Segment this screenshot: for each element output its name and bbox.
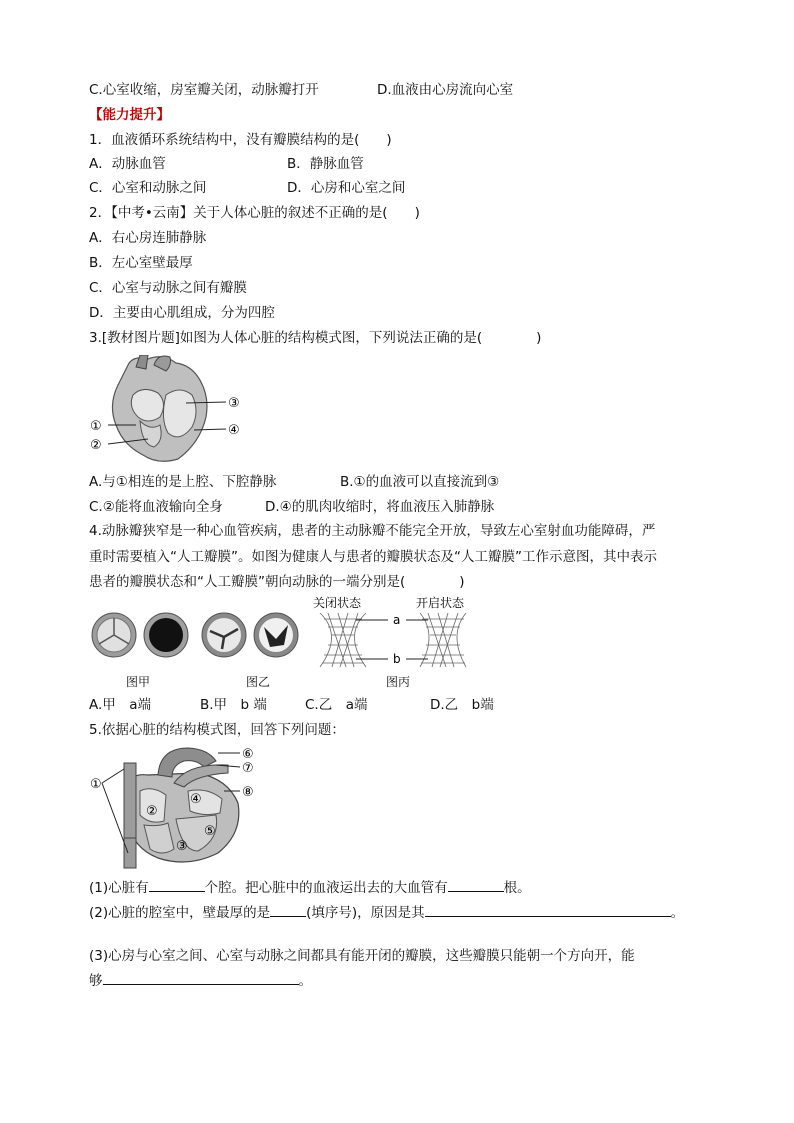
label-1: ①	[90, 419, 102, 434]
option-b: B.①的血液可以直接流到③	[340, 474, 500, 490]
option-d: D．主要由心肌组成，分为四腔	[89, 305, 275, 321]
answer-blank[interactable]	[448, 877, 504, 892]
answer-blank[interactable]	[103, 970, 299, 985]
question-3: 3.[教材图片题]如图为人体心脏的结构模式图，下列说法正确的是( )	[89, 330, 542, 346]
option-line: D.血液由心房流向心室	[377, 82, 514, 98]
caption-jia: 图甲	[126, 675, 151, 689]
option-c: C.乙 a端	[305, 697, 368, 713]
option-d: D．心房和心室之间	[287, 180, 406, 196]
question-2: 2．【中考•云南】关于人体心脏的叙述不正确的是( )	[89, 205, 420, 221]
label-5: ⑤	[204, 824, 216, 839]
answer-blank[interactable]	[149, 877, 205, 892]
label-6: ⑥	[242, 747, 254, 762]
valve-patient-closed	[202, 613, 246, 657]
option-d: D.④的肌肉收缩时，将血液压入肺静脉	[265, 499, 495, 515]
option-line: C.心室收缩，房室瓣关闭，动脉瓣打开	[89, 82, 319, 98]
heart-diagram-q5	[88, 743, 268, 873]
answer-blank[interactable]	[270, 902, 306, 917]
option-d: D.乙 b端	[430, 697, 494, 713]
section-heading: 【能力提升】	[89, 107, 170, 123]
label-7: ⑦	[242, 761, 254, 776]
label-4: ④	[228, 423, 240, 438]
valve-healthy-closed	[92, 613, 136, 657]
open-label: 开启状态	[416, 596, 465, 610]
label-1: ①	[90, 777, 102, 792]
heart-diagram-q3	[88, 355, 258, 467]
subquestion-2: (2)心脏的腔室中，壁最厚的是 (填序号)，原因是其 。	[89, 902, 684, 923]
label-3: ③	[176, 839, 188, 854]
label-4: ④	[190, 792, 202, 807]
question-4-line2: 重时需要植入“人工瓣膜”。如图为健康人与患者的瓣膜状态及“人工瓣膜”工作示意图，其中表示	[89, 549, 657, 565]
option-a: A．右心房连肺静脉	[89, 230, 207, 246]
option-c: C．心室和动脉之间	[89, 180, 207, 196]
option-c: C．心室与动脉之间有瓣膜	[89, 280, 247, 296]
question-4-line1: 4.动脉瓣狭窄是一种心血管疾病，患者的主动脉瓣不能完全开放，导致左心室射血功能障碍，严	[89, 523, 656, 539]
option-b: B．左心室壁最厚	[89, 255, 193, 271]
question-5: 5.依据心脏的结构模式图，回答下列问题：	[89, 722, 345, 738]
subquestion-3-line2: 够 。	[89, 970, 312, 991]
valve-patient-open	[254, 613, 298, 657]
label-8: ⑧	[242, 785, 254, 800]
caption-yi: 图乙	[246, 675, 271, 689]
valve-healthy-open	[144, 613, 188, 657]
option-c: C.②能将血液输向全身	[89, 499, 223, 515]
answer-blank[interactable]	[425, 902, 671, 917]
end-b-label: b	[393, 652, 401, 666]
option-a: A.甲 a端	[89, 697, 152, 713]
closed-label: 关闭状态	[313, 596, 362, 610]
end-a-label: a	[393, 613, 401, 627]
option-a: A.与①相连的是上腔、下腔静脉	[89, 474, 277, 490]
subquestion-3-line1: (3)心房与心室之间、心室与动脉之间都具有能开闭的瓣膜，这些瓣膜只能朝一个方向开，能	[89, 948, 635, 964]
subquestion-1: (1)心脏有 个腔。把心脏中的血液运出去的大血管有 根。	[89, 877, 531, 898]
label-2: ②	[146, 804, 158, 819]
label-2: ②	[90, 438, 102, 453]
caption-bing: 图丙	[386, 675, 411, 689]
option-b: B．静脉血管	[287, 156, 364, 172]
question-1: 1．血液循环系统结构中，没有瓣膜结构的是( )	[89, 132, 392, 148]
question-4-line3: 患者的瓣膜状态和“人工瓣膜”朝向动脉的一端分别是( )	[89, 574, 465, 590]
option-a: A．动脉血管	[89, 156, 166, 172]
label-3: ③	[228, 396, 240, 411]
option-b: B.甲 b 端	[200, 697, 267, 713]
